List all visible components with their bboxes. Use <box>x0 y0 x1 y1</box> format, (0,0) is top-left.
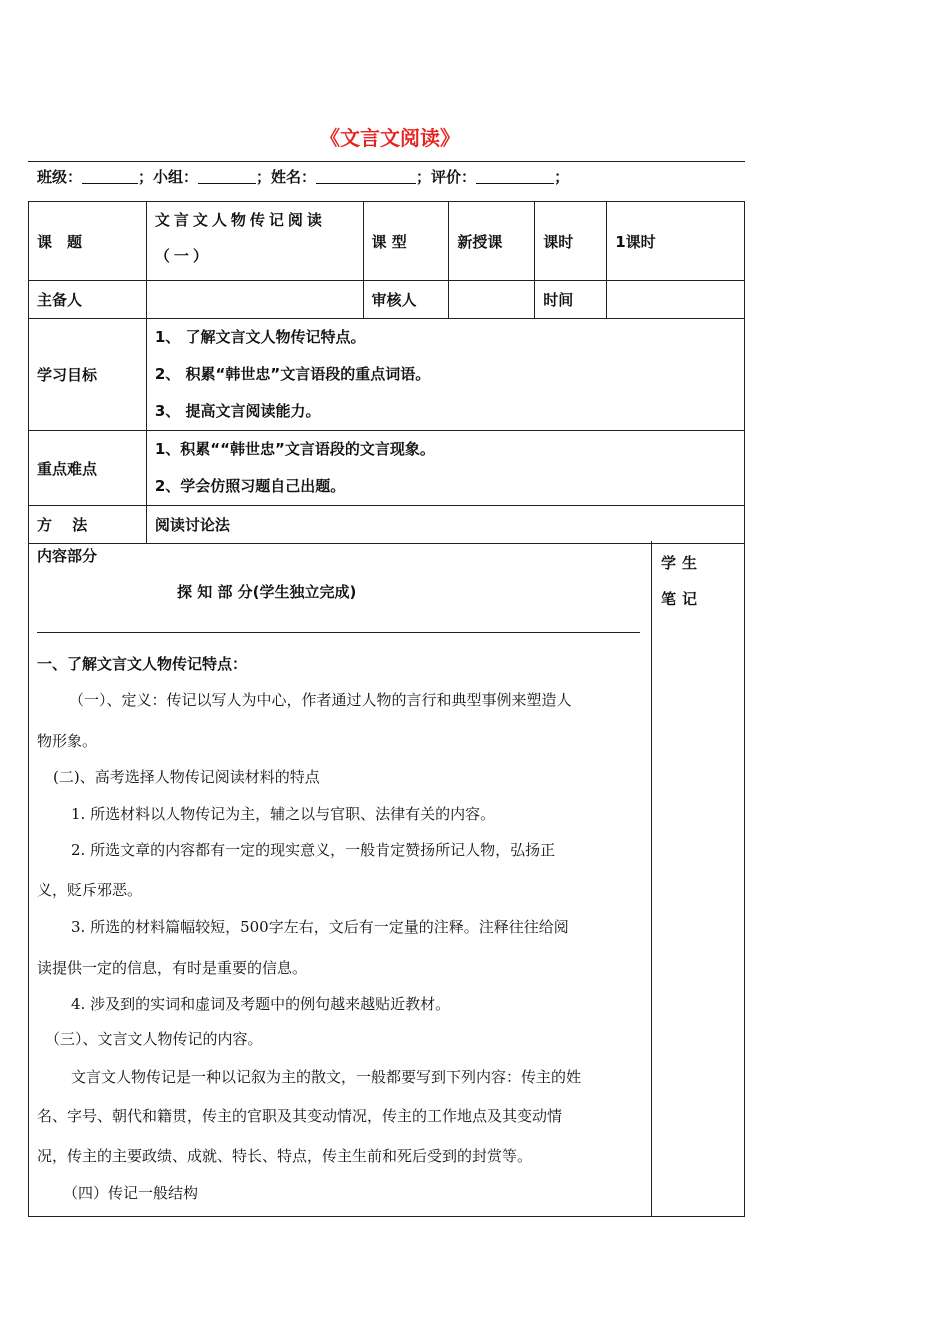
method-value: 阅读讨论法 <box>146 506 744 544</box>
group-label: ；小组： <box>138 168 199 186</box>
preparer-label: 主备人 <box>29 281 147 319</box>
list-item: 2. 所选文章的内容都有一定的现实意义，一般肯定赞扬所记人物，弘扬正 <box>71 841 556 859</box>
key-points-label: 重点难点 <box>29 431 147 506</box>
paragraph-line: 文言文人物传记是一种以记叙为主的散文，一般都要写到下列内容：传主的姓 <box>71 1068 582 1086</box>
class-label: 班级： <box>37 168 83 186</box>
time-value <box>607 281 745 319</box>
topic-label: 课 题 <box>29 202 147 281</box>
title-divider <box>28 161 745 162</box>
reviewer-label: 审核人 <box>363 281 449 319</box>
notes-column-divider <box>651 541 652 1217</box>
goal-item: 1、 了解文言文人物传记特点。 <box>154 328 366 346</box>
hours-label: 课时 <box>535 202 607 281</box>
evaluation-blank[interactable] <box>476 169 554 184</box>
explore-heading: 探 知 部 分(学生独立完成) <box>177 583 357 601</box>
goal-item: 3、 提高文言阅读能力。 <box>154 402 321 420</box>
subheading: (二)、高考选择人物传记阅读材料的特点 <box>53 768 320 786</box>
time-label: 时间 <box>535 281 607 319</box>
paragraph-line: 名、字号、朝代和籍贯，传主的官职及其变动情况，传主的工作地点及其变动情 <box>37 1107 563 1125</box>
definition-line: 物形象。 <box>37 732 98 750</box>
list-item: 4. 涉及到的实词和虚词及考题中的例句越来越贴近教材。 <box>71 995 451 1013</box>
goals-label: 学习目标 <box>29 319 147 431</box>
subheading: （四）传记一般结构 <box>63 1184 199 1202</box>
student-info-line <box>37 166 569 187</box>
info-end: ； <box>554 168 570 186</box>
content-section-label: 内容部分 <box>37 547 98 565</box>
group-blank[interactable] <box>198 169 256 184</box>
class-blank[interactable] <box>82 169 138 184</box>
document-title: 《文言文阅读》 <box>320 126 460 150</box>
list-item: 1. 所选材料以人物传记为主，辅之以与官职、法律有关的内容。 <box>71 805 496 823</box>
definition-line: （一）、定义：传记以写人为中心，作者通过人物的言行和典型事例来塑造人 <box>69 691 572 709</box>
list-item: 读提供一定的信息，有时是重要的信息。 <box>37 959 308 977</box>
student-notes-label: 学生笔记 <box>661 554 704 608</box>
reviewer-value <box>449 281 535 319</box>
hours-value: 1课时 <box>607 202 745 281</box>
method-label: 方 法 <box>29 506 147 544</box>
subheading: （三）、文言文人物传记的内容。 <box>45 1030 263 1048</box>
paragraph-line: 况，传主的主要政绩、成就、特长、特点，传主生前和死后受到的封赏等。 <box>37 1147 533 1165</box>
key-point-item: 2、学会仿照习题自己出题。 <box>154 477 346 495</box>
content-divider <box>37 632 640 633</box>
type-label: 课 型 <box>363 202 449 281</box>
name-blank[interactable] <box>316 169 416 184</box>
goals-list <box>146 319 744 431</box>
content-section <box>28 541 745 1217</box>
type-value: 新授课 <box>449 202 535 281</box>
name-label: ；姓名： <box>256 168 317 186</box>
goal-item: 2、 积累“韩世忠”文言语段的重点词语。 <box>154 365 431 383</box>
key-points-list <box>146 431 744 506</box>
lesson-meta-table <box>28 201 745 544</box>
list-item: 3. 所选的材料篇幅较短，500字左右，文后有一定量的注释。注释往往给阅 <box>71 918 569 936</box>
preparer-value <box>146 281 363 319</box>
evaluation-label: ；评价： <box>416 168 477 186</box>
section-heading: 一、了解文言文人物传记特点： <box>37 655 248 673</box>
topic-value: 文言文人物传记阅读（一） <box>146 202 363 281</box>
key-point-item: 1、积累““韩世忠”文言语段的文言现象。 <box>154 440 435 458</box>
list-item: 义，贬斥邪恶。 <box>37 881 143 899</box>
